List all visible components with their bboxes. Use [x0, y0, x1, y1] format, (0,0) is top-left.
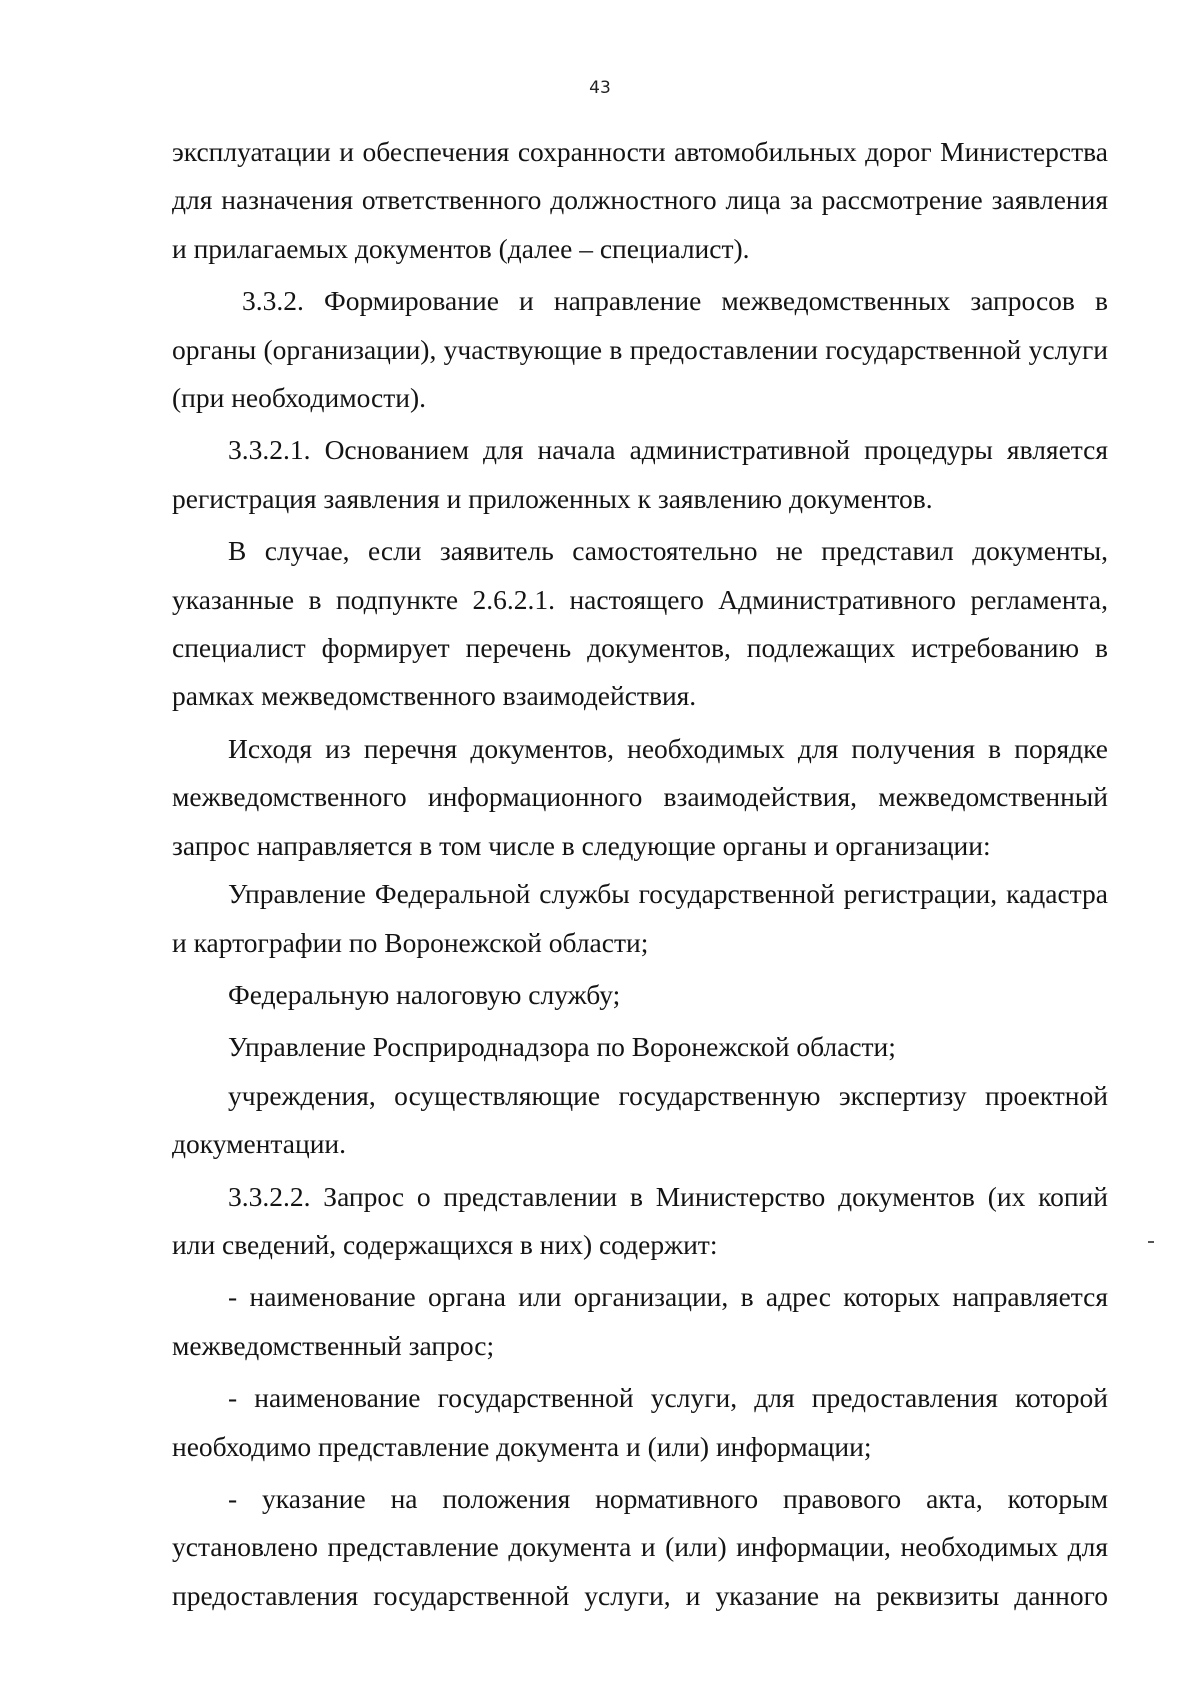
- paragraph-section-3-3-2: 3.3.2. Формирование и направление межведомственных запросов в органы (организации), участвующие в предоставлении государственной услуги (при необходимости).: [172, 285, 1108, 414]
- list-item-expertise-institutions: учреждения, осуществляющие государственную экспертизу проектной документации.: [172, 1079, 1108, 1160]
- list-item-rosprirodnadzor: Управление Росприроднадзора по Воронежской области;: [228, 1031, 896, 1063]
- paragraph-section-3-3-2-2: 3.3.2.2. Запрос о представлении в Министерство документов (их копий или сведений, содержащихся в них) содержит:: [172, 1180, 1108, 1260]
- list-item-legal-act: - указание на положения нормативного правового акта, которым установлено представление документа и (или) информации, необходимых для предоставления государственной услуги, и указание на реквизиты данного: [172, 1482, 1108, 1611]
- page-number: 43: [589, 78, 611, 98]
- paragraph-continuation: эксплуатации и обеспечения сохранности автомобильных дорог Министерства для назначения ответственного должностного лица за рассмотрение заявления и прилагаемых документов (далее – специалист).: [172, 136, 1108, 264]
- list-item-rosreestr: Управление Федеральной службы государственной регистрации, кадастра и картографии по Воронежской области;: [172, 878, 1108, 958]
- document-body: [172, 128, 1108, 1620]
- paragraph-missing-documents: В случае, если заявитель самостоятельно не представил документы, указанные в подпункте 2.6.2.1. настоящего Административного регламента, специалист формирует перечень документов, подлежащих истребованию в рамках межведомственного взаимодействия.: [172, 535, 1108, 712]
- list-item-recipient-name: - наименование органа или организации, в адрес которых направляется межведомственный запрос;: [172, 1281, 1108, 1361]
- list-item-tax-service: Федеральную налоговую службу;: [228, 978, 621, 1010]
- scan-artifact: [1148, 1241, 1154, 1243]
- list-item-service-name: - наименование государственной услуги, для предоставления которой необходимо представление документа и (или) информации;: [172, 1382, 1108, 1462]
- paragraph-request-recipients: Исходя из перечня документов, необходимых для получения в порядке межведомственного информационного взаимодействия, межведомственный запрос направляется в том числе в следующие органы и организации:: [172, 732, 1108, 861]
- paragraph-section-3-3-2-1: 3.3.2.1. Основанием для начала административной процедуры является регистрация заявления и приложенных к заявлению документов.: [172, 434, 1108, 514]
